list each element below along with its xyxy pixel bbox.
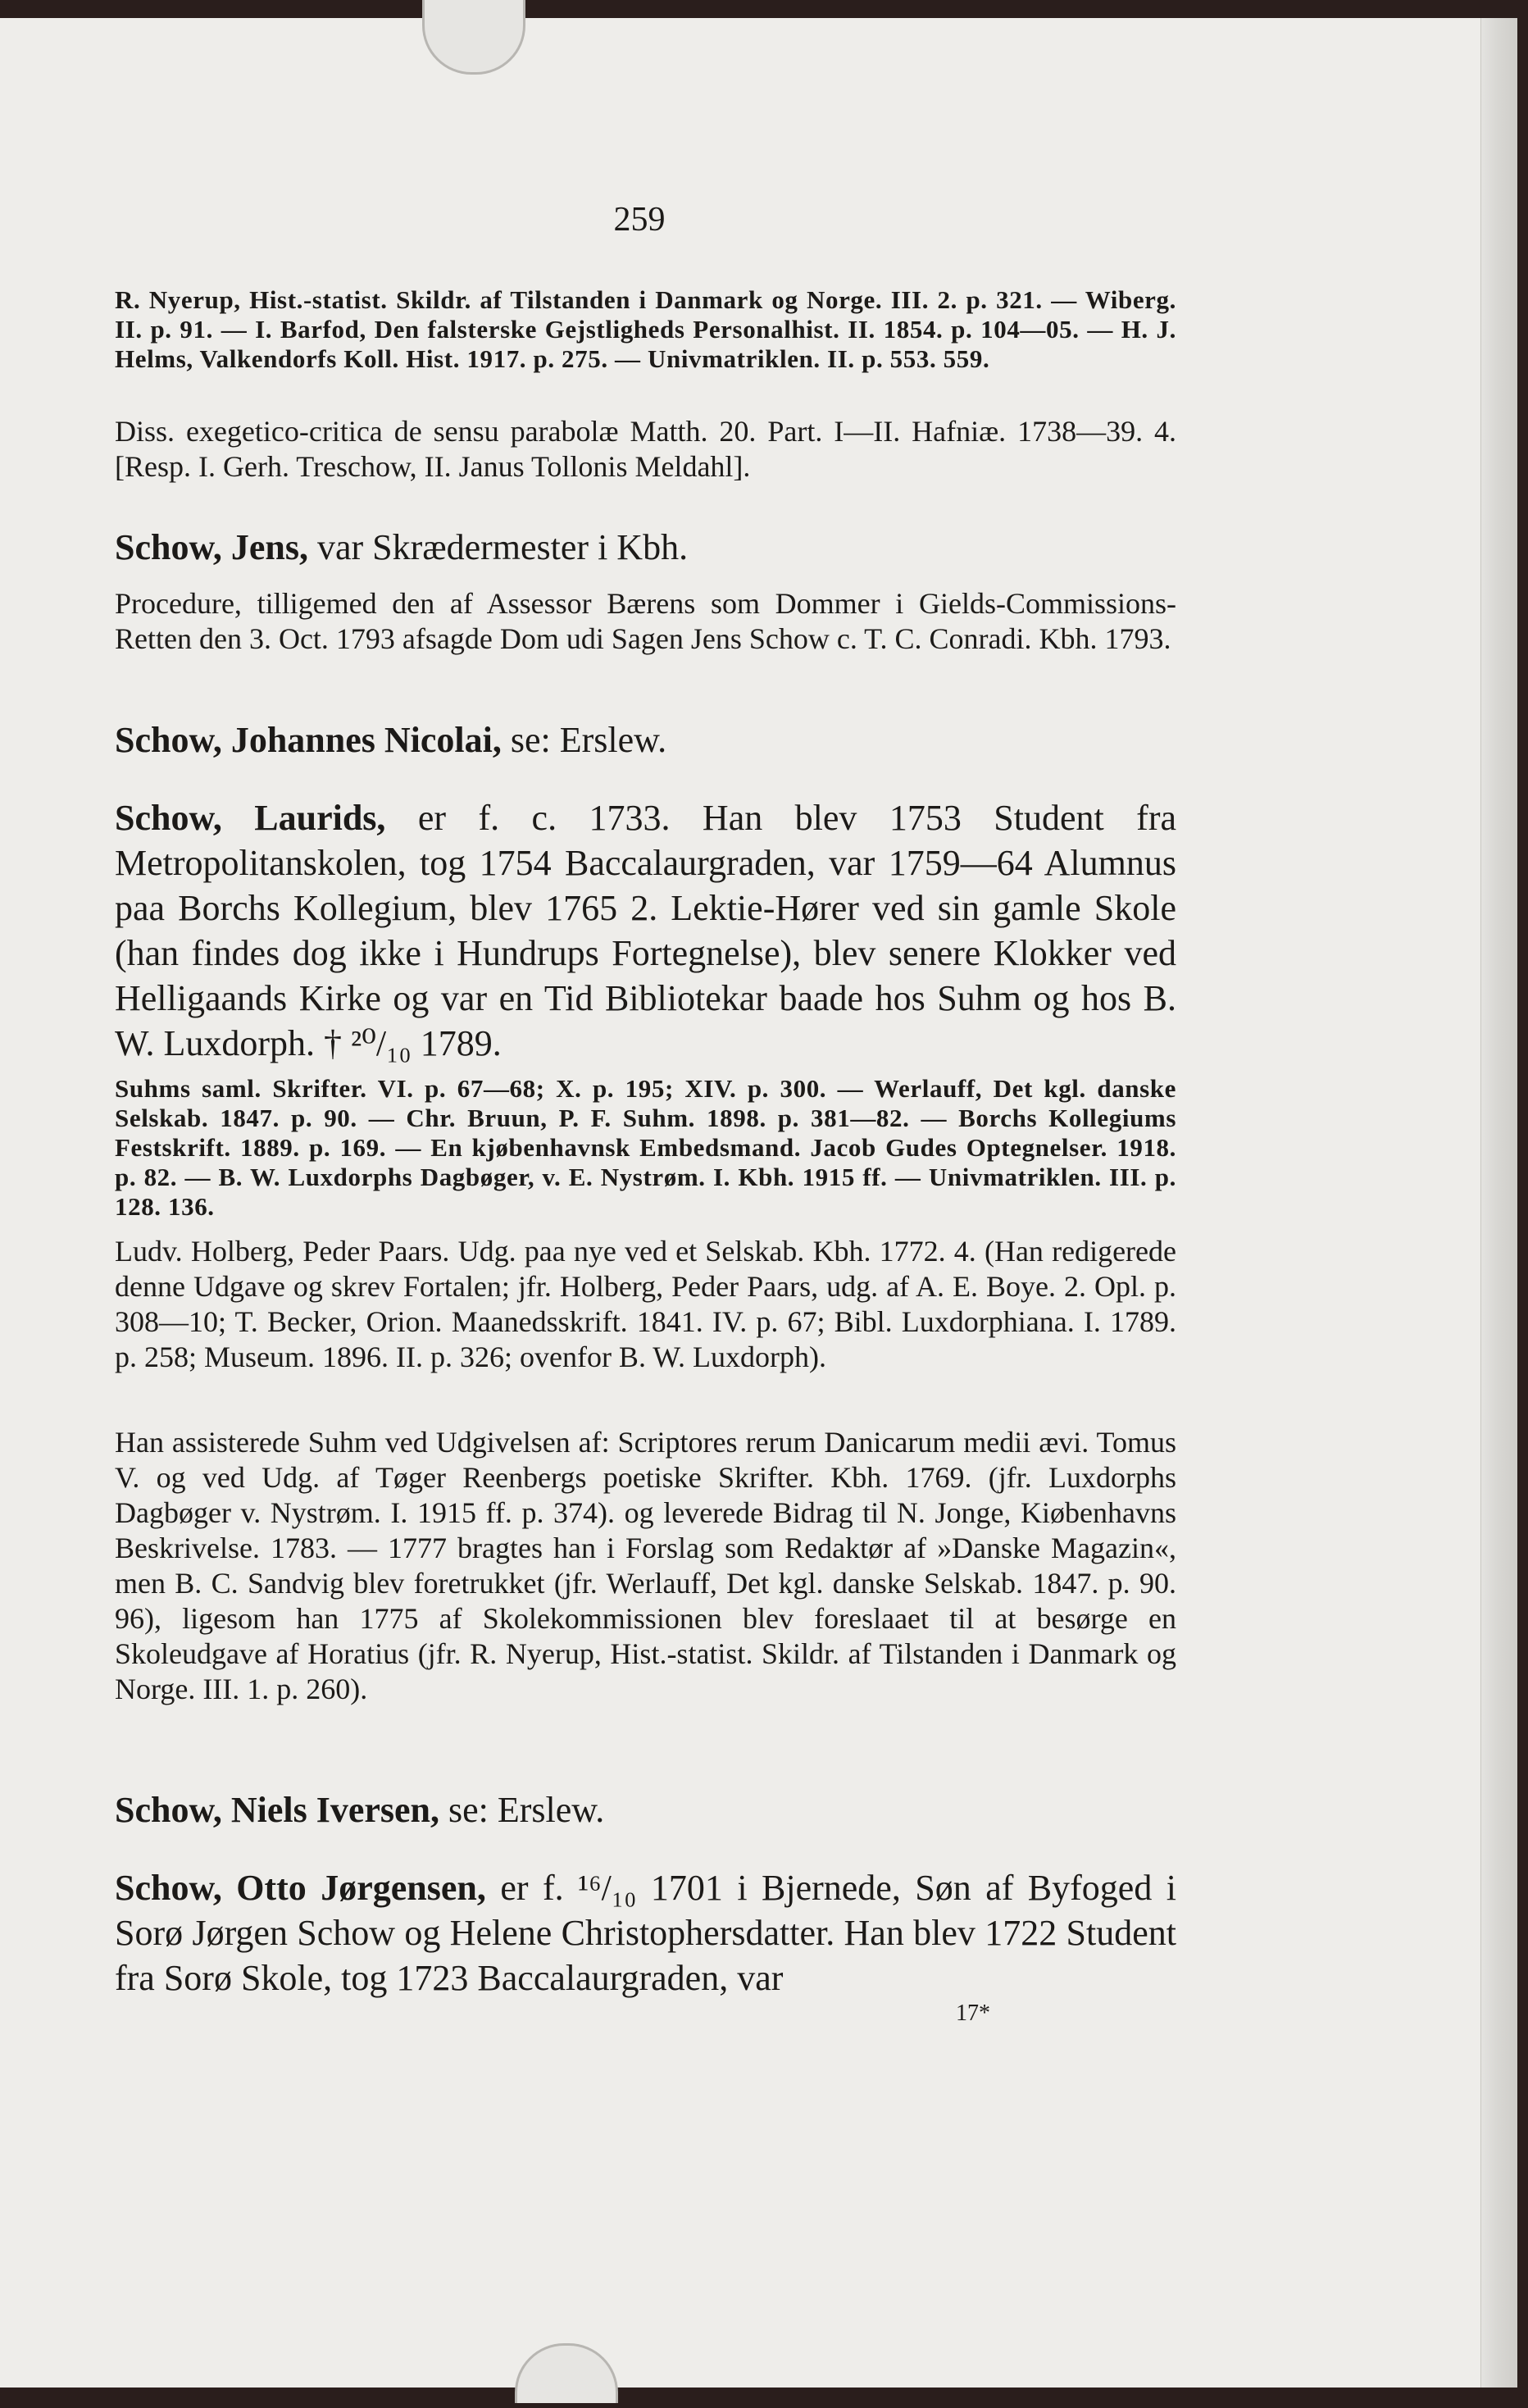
signature-mark: 17* [956, 2001, 990, 2026]
work-entry [115, 414, 1176, 485]
entry-text: er f. c. 1733. Han blev 1753 Student fra Metropolitanskolen, tog 1754 Baccalaurgraden, var 1759—64 Alumnus paa Borchs Kollegium, blev 1765 2. Lektie-Hører ved sin gamle Skole (han findes dog ikke i Hundrups Fortegnelse), blev senere Klokker ved Helligaands Kirke og var en Tid Bibliotekar baade hos Suhm og hos B. W. Luxdorph. † ²⁰/₁₀ 1789. [115, 798, 1176, 1063]
entry-niels-iversen-schow [115, 1787, 1176, 1832]
entry-text: se: Erslew. [439, 1790, 605, 1830]
headword: Schow, Niels Iversen, [115, 1790, 439, 1830]
entry-text: var Skrædermester i Kbh. [307, 527, 689, 567]
entry-otto-jorgensen-schow [115, 1865, 1176, 2001]
entry-johannes-nicolai-schow [115, 717, 1176, 762]
work-text: Procedure, tilligemed den af Assessor Bærens som Dommer i Gields-Commissions-Retten den 3. Oct. 1793 afsagde Dom udi Sagen Jens Schow c. T. C. Conradi. Kbh. 1793. [115, 587, 1176, 655]
headword: Schow, Otto Jørgensen, [115, 1868, 486, 1908]
reference-note [115, 1074, 1176, 1222]
work-entry [115, 586, 1176, 657]
bibliography-text: Suhms saml. Skrifter. VI. p. 67—68; X. p. 195; XIV. p. 300. — Werlauff, Det kgl. danske Selskab. 1847. p. 90. — Chr. Bruun, P. F. Suhm. 1898. p. 381—82. — Borchs Kollegiums Festskrift. 1889. p. 169. — En kjøbenhavnsk Embedsmand. Jacob Gudes Optegnelser. 1918. p. 82. — B. W. Luxdorphs Dagbøger, v. E. Nystrøm. I. Kbh. 1915 ff. — Univmatriklen. III. p. 128. 136. [115, 1074, 1176, 1221]
entry-laurids-schow [115, 795, 1176, 1066]
headword: Schow, Laurids, [115, 798, 386, 838]
entry-text: er f. ¹⁶/₁₀ 1701 i Bjernede, Søn af Byfoged i Sorø Jørgen Schow og Helene Christophersdatter. Han blev 1722 Student fra Sorø Skole, tog 1723 Baccalaurgraden, var [115, 1868, 1177, 1998]
page-number: 259 [613, 201, 666, 239]
entry-text: se: Erslew. [501, 720, 667, 760]
headword: Schow, Johannes Nicolai, [115, 720, 502, 760]
entry-jens-schow [115, 525, 1176, 570]
page-edge [1480, 18, 1517, 2388]
work-entry [115, 1425, 1176, 1707]
work-text: Han assisterede Suhm ved Udgivelsen af: Scriptores rerum Danicarum medii ævi. Tomus V. og ved Udg. af Tøger Reenbergs poetiske Skrifter. Kbh. 1769. (jfr. Luxdorphs Dagbøger v. Nystrøm. I. 1915 ff. p. 374). og leverede Bidrag til N. Jonge, Kiøbenhavns Beskrivelse. 1783. — 1777 bragtes han i Forslag som Redaktør af »Danske Magazin«, men B. C. Sandvig blev foretrukket (jfr. Werlauff, Det kgl. danske Selskab. 1847. p. 90. 96), ligesom han 1775 af Skolekommissionen blev foreslaaet til at besørge en Skoleudgave af Horatius (jfr. R. Nyerup, Hist.-statist. Skildr. af Tilstanden i Danmark og Norge. III. 1. p. 260). [115, 1426, 1176, 1705]
bibliography-text: R. Nyerup, Hist.-statist. Skildr. af Tilstanden i Danmark og Norge. III. 2. p. 321. — Wiberg. II. p. 91. — I. Barfod, Den falsterske Gejstligheds Personalhist. II. 1854. p. 104—05. — H. J. Helms, Valkendorfs Koll. Hist. 1917. p. 275. — Univmatriklen. II. p. 553. 559. [115, 285, 1176, 373]
reference-note [115, 285, 1176, 374]
work-text: Diss. exegetico-critica de sensu parabolæ Matth. 20. Part. I—II. Hafniæ. 1738—39. 4. [Resp. I. Gerh. Treschow, II. Janus Tollonis Meldahl]. [115, 415, 1176, 483]
work-entry [115, 1234, 1176, 1375]
work-text: Ludv. Holberg, Peder Paars. Udg. paa nye ved et Selskab. Kbh. 1772. 4. (Han redigerede denne Udgave og skrev Fortalen; jfr. Holberg, Peder Paars, udg. af A. E. Boye. 2. Opl. p. 308—10; T. Becker, Orion. Maanedsskrift. 1841. IV. p. 67; Bibl. Luxdorphiana. I. 1789. p. 258; Museum. 1896. II. p. 326; ovenfor B. W. Luxdorph). [115, 1235, 1176, 1373]
headword: Schow, Jens, [115, 527, 308, 567]
